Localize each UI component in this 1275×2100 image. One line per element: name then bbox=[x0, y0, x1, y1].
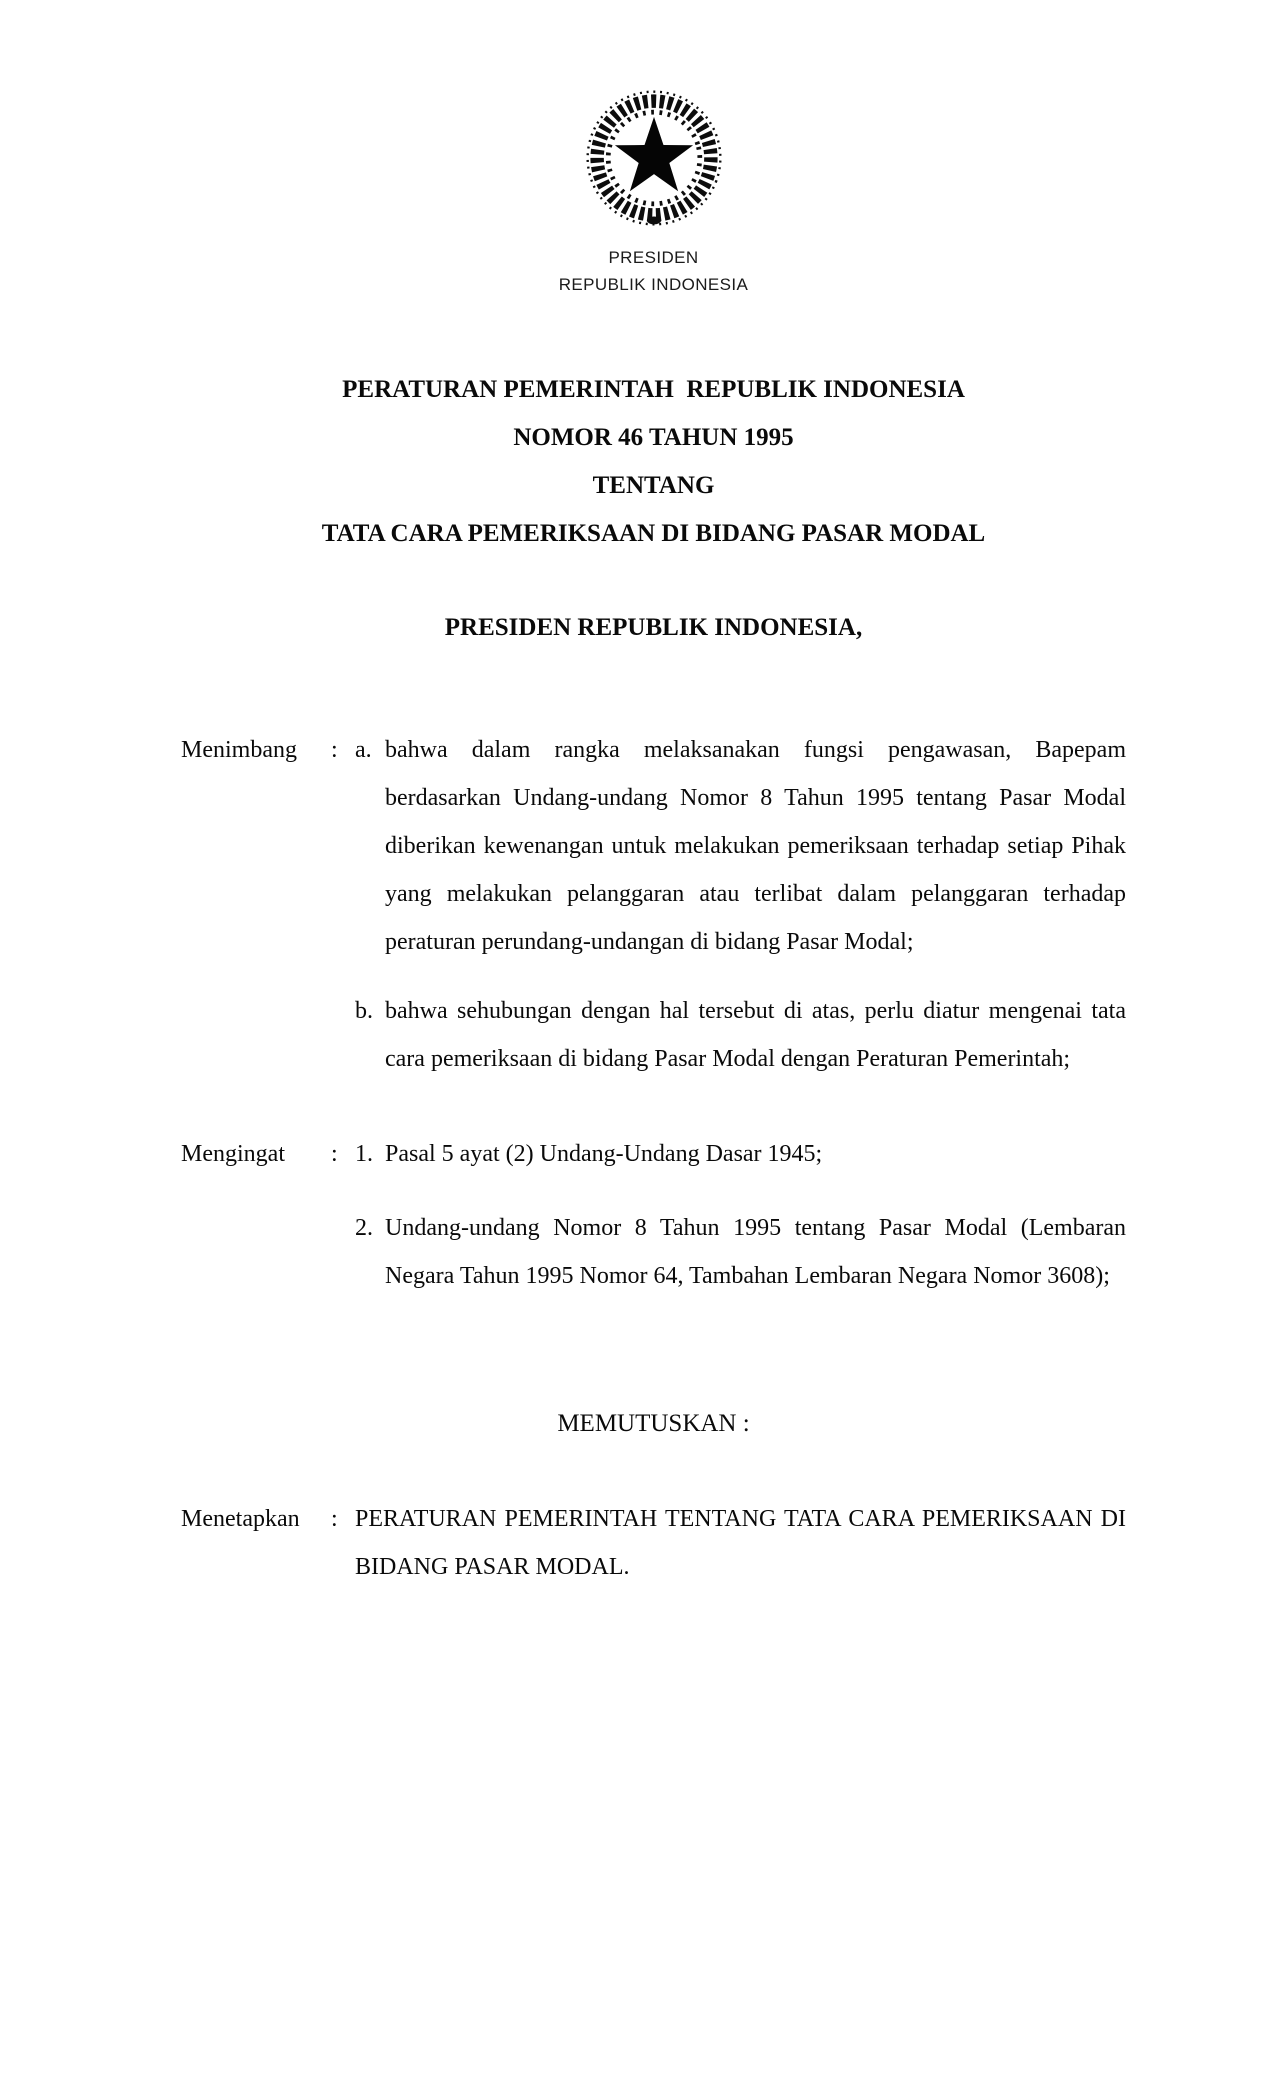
letterhead bbox=[181, 78, 1126, 298]
considering-item-b bbox=[355, 987, 1126, 1083]
item-marker: a. bbox=[355, 737, 372, 763]
title-line-3: TENTANG bbox=[592, 472, 715, 499]
considering-section bbox=[181, 726, 1126, 1083]
star-icon bbox=[614, 117, 692, 191]
title-line-4: TATA CARA PEMERIKSAAN DI BIDANG PASAR MODAL bbox=[321, 520, 986, 547]
enacting-section bbox=[181, 1495, 1126, 1591]
remembering-section bbox=[181, 1130, 1126, 1300]
item-marker: b. bbox=[355, 998, 373, 1024]
decision-heading: MEMUTUSKAN : bbox=[557, 1410, 750, 1437]
item-text: Pasal 5 ayat (2) Undang-Undang Dasar 1945; bbox=[385, 1141, 823, 1167]
considering-items bbox=[355, 726, 1126, 1083]
remembering-colon: : bbox=[331, 1141, 338, 1167]
document-title bbox=[181, 366, 1126, 558]
title-line-1: PERATURAN PEMERINTAH REPUBLIK INDONESIA bbox=[342, 376, 965, 403]
remembering-item-1 bbox=[355, 1130, 1126, 1178]
remembering-label: Mengingat bbox=[181, 1141, 285, 1167]
remembering-item-2 bbox=[355, 1204, 1126, 1300]
seal-org-line1: PRESIDEN bbox=[608, 248, 699, 267]
item-marker: 1. bbox=[355, 1141, 373, 1167]
item-marker: 2. bbox=[355, 1215, 373, 1241]
presidential-seal-icon bbox=[575, 78, 733, 238]
considering-label: Menimbang bbox=[181, 737, 297, 763]
ribbon-icon bbox=[646, 216, 660, 224]
remembering-items bbox=[355, 1130, 1126, 1300]
considering-item-a bbox=[355, 726, 1126, 966]
enacting-colon: : bbox=[331, 1506, 338, 1532]
enacting-label: Menetapkan bbox=[181, 1506, 300, 1532]
item-text: bahwa sehubungan dengan hal tersebut di atas, perlu diatur mengenai tata cara pemeriksaan di bidang Pasar Modal dengan Peraturan Pemerintah; bbox=[385, 998, 1126, 1072]
seal-caption bbox=[181, 244, 1126, 298]
enacting-text: PERATURAN PEMERINTAH TENTANG TATA CARA PEMERIKSAAN DI BIDANG PASAR MODAL. bbox=[355, 1506, 1126, 1580]
item-text: Undang-undang Nomor 8 Tahun 1995 tentang Pasar Modal (Lembaran Negara Tahun 1995 Nomor 64, Tambahan Lembaran Negara Nomor 3608); bbox=[385, 1215, 1126, 1289]
considering-colon: : bbox=[331, 737, 338, 763]
title-line-2: NOMOR 46 TAHUN 1995 bbox=[513, 424, 794, 451]
item-text: bahwa dalam rangka melaksanakan fungsi pengawasan, Bapepam berdasarkan Undang-undang Nomor 8 Tahun 1995 tentang Pasar Modal diberikan kewenangan untuk melakukan pemeriksaan terhadap setiap Pihak yang melakukan pelanggaran atau terlibat dalam pelanggaran terhadap peraturan perundang-undangan di bidang Pasar Modal; bbox=[385, 737, 1126, 955]
seal-org-line2: REPUBLIK INDONESIA bbox=[558, 275, 749, 294]
salutation: PRESIDEN REPUBLIK INDONESIA, bbox=[444, 614, 863, 641]
